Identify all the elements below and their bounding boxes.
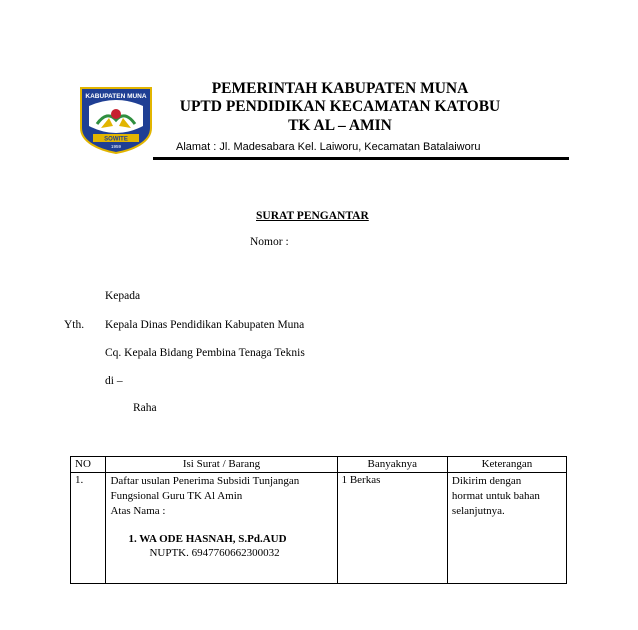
letterhead-agency: UPTD PENDIDIKAN KECAMATAN KATOBU [179, 98, 501, 115]
letter-title: SURAT PENGANTAR [256, 210, 369, 222]
cell-banyaknya: 1 Berkas [337, 473, 447, 584]
ket-line-3: selanjutnya. [451, 505, 505, 517]
letterhead-divider [153, 157, 569, 160]
cq-line: Cq. Kepala Bidang Pembina Tenaga Teknis [105, 347, 305, 359]
yth-label: Yth. [64, 319, 85, 331]
table-row [71, 473, 567, 584]
city-line: Raha [133, 402, 157, 414]
header-banyaknya: Banyaknya [337, 457, 447, 473]
letterhead-government: PEMERINTAH KABUPATEN MUNA [211, 80, 469, 97]
isi-line-1: Daftar usulan Penerima Subsidi Tunjangan [110, 475, 300, 487]
recipient-line: Kepala Dinas Pendidikan Kabupaten Muna [105, 319, 305, 331]
cell-keterangan [447, 473, 566, 584]
item-nuptk: NUPTK. 6947760662300032 [149, 547, 280, 559]
cell-no: 1. [71, 473, 106, 584]
kepada-label: Kepada [105, 290, 141, 302]
table-header-row [71, 457, 567, 473]
logo-top-text: KABUPATEN MUNA [85, 93, 147, 100]
header-keterangan: Keterangan [447, 457, 566, 473]
letter-number: Nomor : [250, 236, 289, 248]
ket-line-1: Dikirim dengan [451, 475, 522, 487]
isi-line-2: Fungsional Guru TK Al Amin [110, 490, 243, 502]
item-name: 1. WA ODE HASNAH, S.Pd.AUD [128, 533, 287, 545]
contents-table [70, 456, 567, 584]
cell-isi [106, 473, 337, 584]
letterhead-school: TK AL – AMIN [288, 117, 392, 134]
di-line: di – [105, 375, 123, 387]
kabupaten-muna-logo [77, 84, 155, 154]
header-isi: Isi Surat / Barang [106, 457, 337, 473]
letterhead-address: Alamat : Jl. Madesabara Kel. Laiworu, Kecamatan Batalaiworu [176, 141, 481, 153]
isi-line-3: Atas Nama : [110, 505, 166, 517]
logo-motto-text: SOWITE [104, 136, 128, 143]
logo-year-text: 1959 [110, 144, 122, 149]
ket-line-2: hormat untuk bahan [451, 490, 540, 502]
header-no: NO [71, 457, 106, 473]
